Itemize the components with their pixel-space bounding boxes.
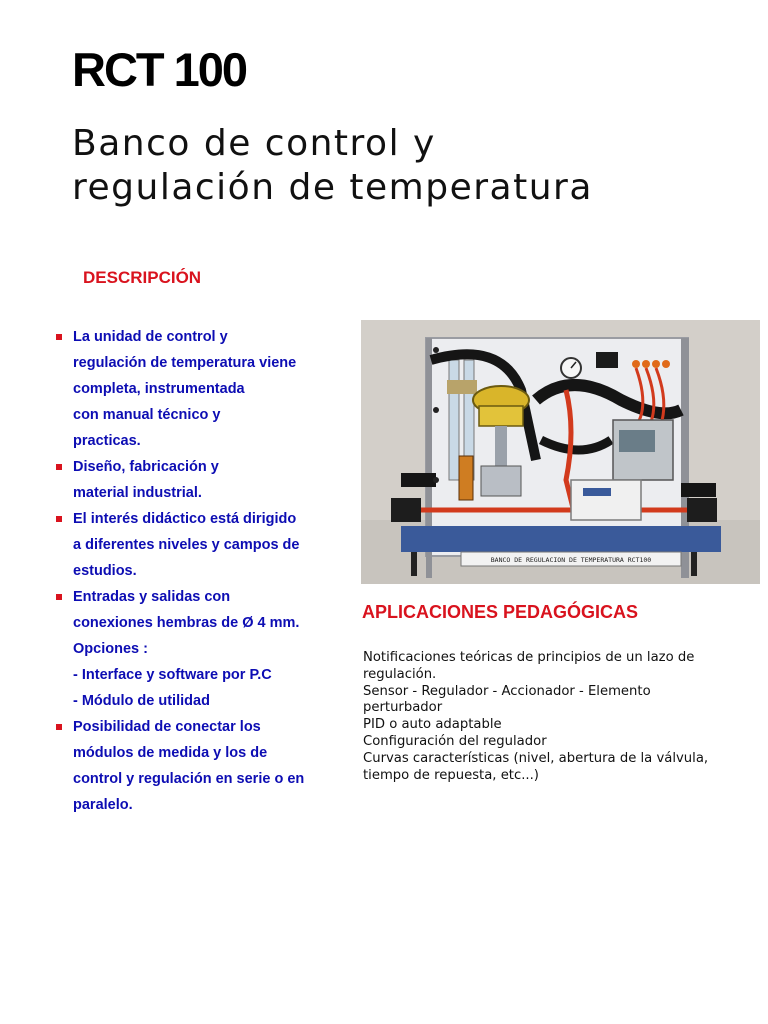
red-square-bullet-icon: [56, 464, 62, 470]
applications-line: Notificaciones teóricas de principios de un lazo de: [363, 650, 695, 665]
subtitle-line: regulación de temperatura: [72, 167, 593, 208]
red-square-bullet-icon: [56, 516, 62, 522]
applications-line: tiempo de repuesta, etc...): [363, 767, 539, 783]
list-item: [56, 324, 336, 454]
red-square-bullet-icon: [56, 594, 62, 600]
list-item-line: conexiones hembras de Ø 4 mm.: [73, 615, 300, 631]
applications-line: Sensor - Regulador - Accionador - Elemento: [363, 683, 651, 699]
list-item-line: practicas.: [73, 433, 141, 449]
list-item-line: La unidad de control y: [73, 329, 228, 345]
list-item: [56, 714, 336, 818]
list-item-line: - Módulo de utilidad: [73, 693, 210, 709]
subtitle-line: Banco de control y: [72, 123, 436, 164]
applications-line: PID o auto adaptable: [363, 717, 502, 733]
list-item-line: Opciones :: [73, 641, 148, 657]
list-item-line: Posibilidad de conectar los: [73, 719, 261, 735]
list-item-line: paralelo.: [73, 797, 133, 813]
equipment-photo: [361, 320, 760, 584]
red-square-bullet-icon: [56, 724, 62, 730]
description-list: [56, 324, 336, 818]
list-item-line: Diseño, fabricación y: [73, 459, 219, 475]
list-item-line: material industrial.: [73, 485, 202, 501]
list-item-line: estudios.: [73, 563, 137, 579]
applications-line: Curvas características (nivel, abertura de la válvula,: [363, 750, 709, 766]
list-item-line: control y regulación en serie o en: [73, 771, 305, 787]
applications-line: Configuración del regulador: [363, 733, 547, 749]
list-item-line: a diferentes niveles y campos de: [73, 537, 300, 553]
product-title: RCT 100: [72, 43, 247, 96]
applications-text: [363, 650, 763, 784]
panel-caption: BANCO DE REGULACION DE TEMPERATURA RCT100: [490, 556, 652, 564]
list-item-line: módulos de medida y los de: [73, 745, 268, 761]
red-square-bullet-icon: [56, 334, 62, 340]
applications-heading: APLICACIONES PEDAGÓGICAS: [362, 602, 639, 622]
list-item-line: El interés didáctico está dirigido: [73, 511, 297, 527]
description-heading: DESCRIPCIÓN: [83, 268, 202, 287]
list-item-line: completa, instrumentada: [73, 381, 245, 397]
list-item-line: - Interface y software por P.C: [73, 667, 272, 683]
applications-line: perturbador: [363, 700, 443, 716]
list-item-line: regulación de temperatura viene: [73, 355, 297, 371]
list-item: [56, 506, 336, 584]
list-item-line: con manual técnico y: [73, 407, 221, 423]
list-item: [56, 454, 336, 506]
product-subtitle: [72, 122, 762, 210]
applications-line: regulación.: [363, 666, 437, 682]
list-item-line: Entradas y salidas con: [73, 589, 231, 605]
list-item: [56, 584, 336, 714]
